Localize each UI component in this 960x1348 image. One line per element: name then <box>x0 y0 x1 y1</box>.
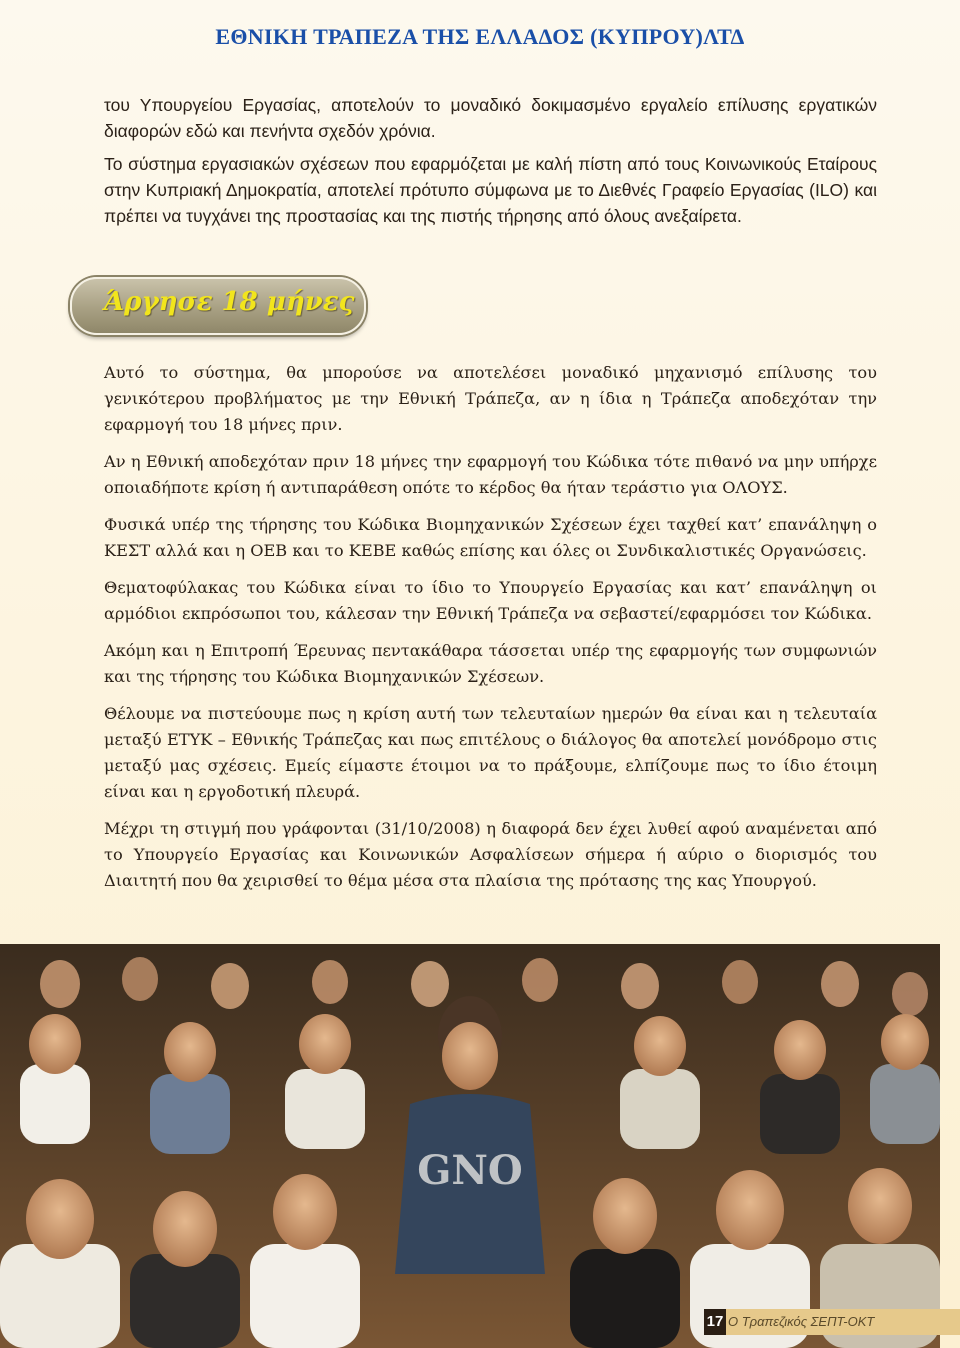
paragraph: Θέλουμε να πιστεύουμε πως η κρίση αυτή των τελευταίων ημερών θα είναι και η τελευταία μεταξύ ΕΤΥΚ – Εθνικής Τράπεζας και πως επιτέλους ο διάλογος θα αποτελεί μονόδρομο στις μεταξύ μας σχέσεις. Εμείς είμαστε έτοιμοι να το πράξουμε, ελπίζουμε πως το ίδιο έτοιμη είναι και η εργοδοτική πλευρά. <box>104 704 877 801</box>
page-header-title: ΕΘΝΙΚΗ ΤΡΑΠΕΖΑ ΤΗΣ ΕΛΛΑΔΟΣ (ΚΥΠΡΟΥ)ΛΤΔ <box>215 24 745 49</box>
audience-photo <box>0 944 940 1348</box>
section-heading: Άργησε 18 μήνες <box>104 287 355 317</box>
paragraph: Αν η Εθνική αποδεχόταν πριν 18 μήνες την εφαρμογή του Κώδικα τότε πιθανό να μην υπήρχε οποιαδήποτε κρίση ή αντιπαράθεση οπότε το κέρδος θα ήταν τεράστιο για ΟΛΟΥΣ. <box>104 452 877 497</box>
intro-paragraph-2: Το σύστημα εργασιακών σχέσεων που εφαρμόζεται με καλή πίστη από τους Κοινωνικούς Εταίρους στην Κυπριακή Δημοκρατία, αποτελεί πρότυπο σύμφωνα με το Διεθνές Γραφείο Εργασίας (ILO) και πρέπει να τυγχάνει της προστασίας και της πιστής τήρησης από όλους ανεξαίρετα. <box>104 154 877 226</box>
intro-paragraph-1: του Υπουργείου Εργασίας, αποτελούν το μοναδικό δοκιμασμένο εργαλείο επίλυσης εργατικών διαφορών εδώ και πενήντα σχεδόν χρόνια. <box>104 95 877 141</box>
footer-publication-label: Ο Τραπεζικός ΣΕΠΤ-ΟΚΤ <box>728 1314 875 1329</box>
paragraph: Ακόμη και η Επιτροπή Έρευνας πεντακάθαρα τάσσεται υπέρ της εφαρμογής των συμφωνιών και της τήρησης του Κώδικα Βιομηχανικών Σχέσεων. <box>104 641 877 686</box>
paragraph: Αυτό το σύστημα, θα μπορούσε να αποτελέσει μοναδικό μηχανισμό επίλυσης του γενικότερου προβλήματος με την Εθνική Τράπεζα, αν η ίδια η Τράπεζα αποδεχόταν την εφαρμογή του 18 μήνες πριν. <box>104 363 877 434</box>
paragraph: Φυσικά υπέρ της τήρησης του Κώδικα Βιομηχανικών Σχέσεων έχει ταχθεί κατ’ επανάληψη ο ΚΕΣΤ αλλά και η ΟΕΒ και το ΚΕΒΕ καθώς επίσης και όλες οι Συνδικαλιστικές Οργανώσεις. <box>104 515 877 560</box>
paragraph: Θεματοφύλακας του Κώδικα είναι το ίδιο το Υπουργείο Εργασίας και κατ’ επανάληψη οι αρμόδιοι εκπρόσωποι του, κάλεσαν την Εθνική Τράπεζα να σεβαστεί/εφαρμόσει τον Κώδικα. <box>104 578 877 623</box>
paragraph: Μέχρι τη στιγμή που γράφονται (31/10/2008) η διαφορά δεν έχει λυθεί αφού αναμένεται από το Υπουργείο Εργασίας και Κοινωνικών Ασφαλίσεων σήμερα ή αύριο ο διορισμός του Διαιτητή που θα χειρισθεί το θέμα μέσα στα πλαίσια της πρότασης της κας Υπουργού. <box>104 819 877 890</box>
page-number: 17 <box>704 1309 726 1335</box>
article-body <box>104 360 877 905</box>
section-heading-pill <box>70 277 366 335</box>
svg-text:GNO: GNO <box>417 1147 523 1194</box>
